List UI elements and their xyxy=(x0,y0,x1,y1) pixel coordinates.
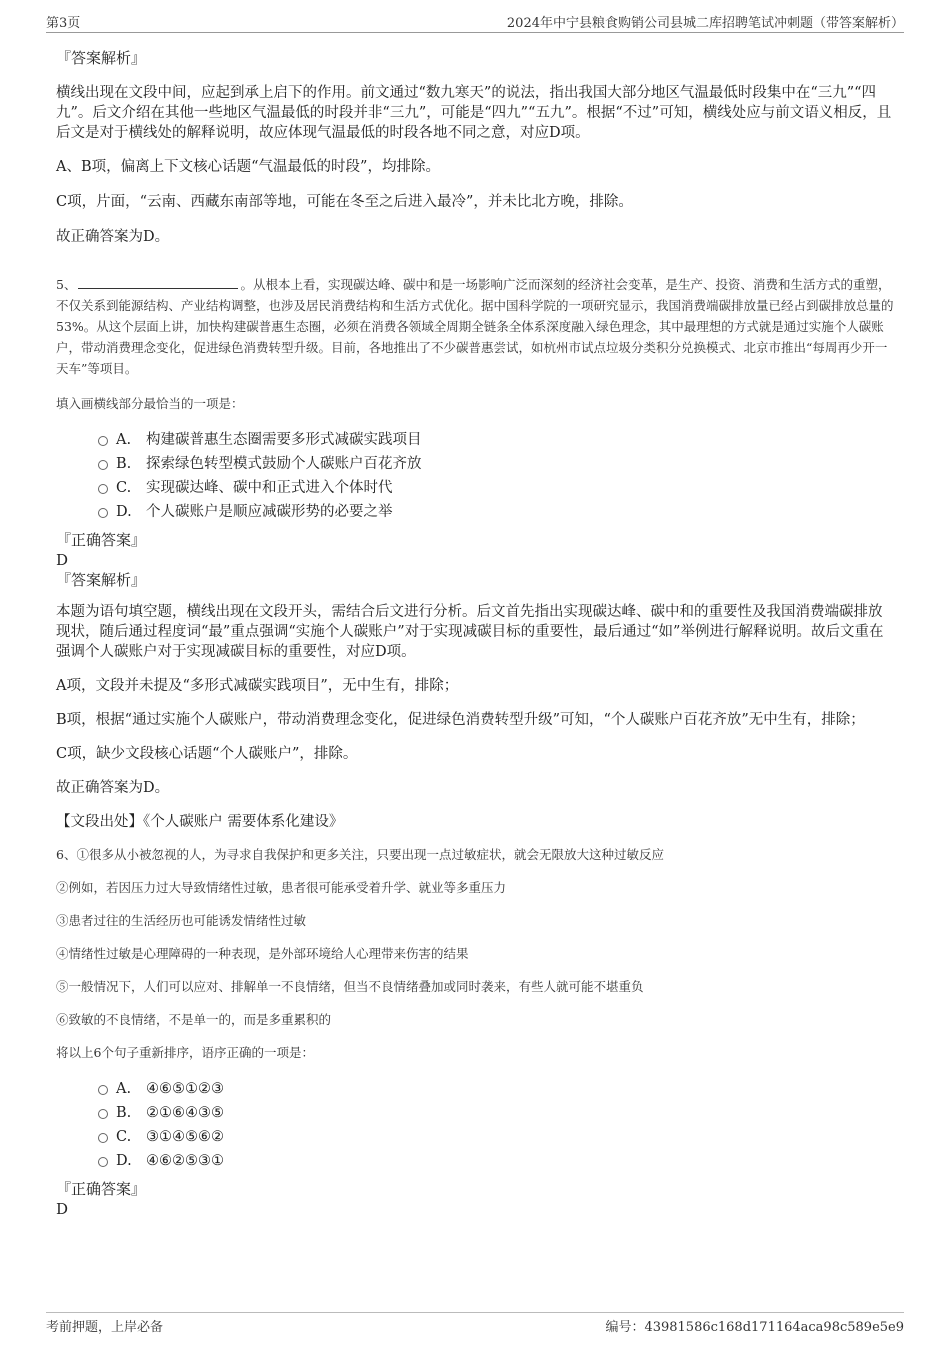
sentence-3: ③患者过往的生活经历也可能诱发情绪性过敏 xyxy=(56,913,307,928)
question-5-options xyxy=(56,428,894,524)
sentence-6: ⑥致敏的不良情绪，不是单一的，而是多重累积的 xyxy=(56,1012,332,1027)
option-a[interactable]: A. ④⑥⑤①②③ xyxy=(56,1077,894,1101)
question-6-options xyxy=(56,1077,894,1173)
analysis-paragraph: 横线出现在文段中间，应起到承上启下的作用。前文通过“数九寒天”的说法，指出我国大部分地区气温最低时段集中在“三九”“四九”。后文介绍在其他一些地区气温最低的时段并非“三九”，可能是“四九”“五九”。根据“不过”可知，横线处应与前文语义相反，且后文是对于横线处的解释说明，故应体现气温最低的时段各地不同之意，对应D项。 xyxy=(56,85,892,141)
radio-icon[interactable] xyxy=(98,1133,108,1143)
analysis-paragraph: 本题为语句填空题，横线出现在文段开头，需结合后文进行分析。后文首先指出实现碳达峰、碳中和的重要性及我国消费端碳排放现状，随后通过程度词“最”重点强调“实施个人碳账户”对于实现减碳目标的重要性，最后通过“如”举例进行解释说明。故后文重在强调个人碳账户对于实现减碳目标的重要性，对应D项。 xyxy=(56,604,884,660)
fill-blank xyxy=(78,275,238,289)
page-content xyxy=(56,48,894,1219)
option-d[interactable]: D. ④⑥②⑤③① xyxy=(56,1149,894,1173)
radio-icon[interactable] xyxy=(98,508,108,518)
analysis-conclusion: 故正确答案为D。 xyxy=(56,780,170,796)
sentence-1: 6、①很多从小被忽视的人，为寻求自我保护和更多关注，只要出现一点过敏症状，就会无限放大这种过敏反应 xyxy=(56,847,664,862)
option-b[interactable]: B. ②①⑥④③⑤ xyxy=(56,1101,894,1125)
option-b[interactable]: B. 探索绿色转型模式鼓励个人碳账户百花齐放 xyxy=(56,452,894,476)
option-a[interactable]: A. 构建碳普惠生态圈需要多形式减碳实践项目 xyxy=(56,428,894,452)
sentence-5: ⑤一般情况下，人们可以应对、排解单一不良情绪，但当不良情绪叠加或同时袭来，有些人就可能不堪重负 xyxy=(56,979,644,994)
analysis-label: 『答案解析』 xyxy=(56,571,147,589)
page-header xyxy=(46,12,904,33)
question-5-stem: 5、 。从根本上看，实现碳达峰、碳中和是一场影响广泛而深刻的经济社会变革，是生产、投资、消费和生活方式的重塑，不仅关系到能源结构、产业结构调整，也涉及居民消费结构和生活方式优化。据中国科学院的一项研究显示，我国消费端碳排放量已经占到碳排放总量的53%。从这个层面上讲，加快构建碳普惠生态圈，必须在消费各领域全周期全链条全体系深度融入绿色理念，其中最理想的方式就是通过实施个人碳账户，带动消费理念变化，促进绿色消费转型升级。目前，各地推出了不少碳普惠尝试，如杭州市试点垃圾分类积分兑换模式、北京市推出“每周再少开一天车”等项目。 xyxy=(56,277,894,376)
correct-answer: D xyxy=(56,551,69,569)
question-6-prompt: 将以上6个句子重新排序，语序正确的一项是： xyxy=(56,1045,314,1060)
analysis-paragraph: C项，片面，“云南、西藏东南部等地，可能在冬至之后进入最冷”，并未比北方晚，排除。 xyxy=(56,194,633,210)
sentence-2: ②例如，若因压力过大导致情绪性过敏，患者很可能承受着升学、就业等多重压力 xyxy=(56,880,507,895)
correct-answer-label: 『正确答案』 xyxy=(56,531,147,549)
radio-icon[interactable] xyxy=(98,460,108,470)
analysis-paragraph: C项，缺少文段核心话题“个人碳账户”，排除。 xyxy=(56,746,358,762)
analysis-conclusion: 故正确答案为D。 xyxy=(56,229,170,245)
source-citation: 【文段出处】《个人碳账户 需要体系化建设》 xyxy=(56,814,344,830)
analysis-paragraph: A项，文段并未提及“多形式减碳实践项目”，无中生有，排除； xyxy=(56,678,459,694)
radio-icon[interactable] xyxy=(98,484,108,494)
analysis-paragraph: B项，根据“通过实施个人碳账户，带动消费理念变化，促进绿色消费转型升级”可知，“个人碳账户百花齐放”无中生有，排除； xyxy=(56,712,865,728)
option-c[interactable]: C. ③①④⑤⑥② xyxy=(56,1125,894,1149)
footer-slogan: 考前押题，上岸必备 xyxy=(46,1320,164,1335)
radio-icon[interactable] xyxy=(98,1085,108,1095)
radio-icon[interactable] xyxy=(98,1157,108,1167)
option-d[interactable]: D. 个人碳账户是顺应减碳形势的必要之举 xyxy=(56,500,894,524)
correct-answer: D xyxy=(56,1200,69,1218)
analysis-label: 『答案解析』 xyxy=(56,49,147,67)
page-footer xyxy=(46,1312,904,1337)
analysis-paragraph: A、B项，偏离上下文核心话题“气温最低的时段”，均排除。 xyxy=(56,159,440,175)
document-title: 2024年中宁县粮食购销公司县城二库招聘笔试冲刺题（带答案解析） xyxy=(506,16,904,31)
correct-answer-label: 『正确答案』 xyxy=(56,1180,147,1198)
page-number: 第3页 xyxy=(46,16,81,31)
radio-icon[interactable] xyxy=(98,436,108,446)
question-5-prompt: 填入画横线部分最恰当的一项是： xyxy=(56,396,244,411)
sentence-4: ④情绪性过敏是心理障碍的一种表现，是外部环境给人心理带来伤害的结果 xyxy=(56,946,469,961)
option-c[interactable]: C. 实现碳达峰、碳中和正式进入个体时代 xyxy=(56,476,894,500)
radio-icon[interactable] xyxy=(98,1109,108,1119)
document-code: 编号：43981586c168d171164aca98c589e5e9 xyxy=(605,1320,904,1335)
